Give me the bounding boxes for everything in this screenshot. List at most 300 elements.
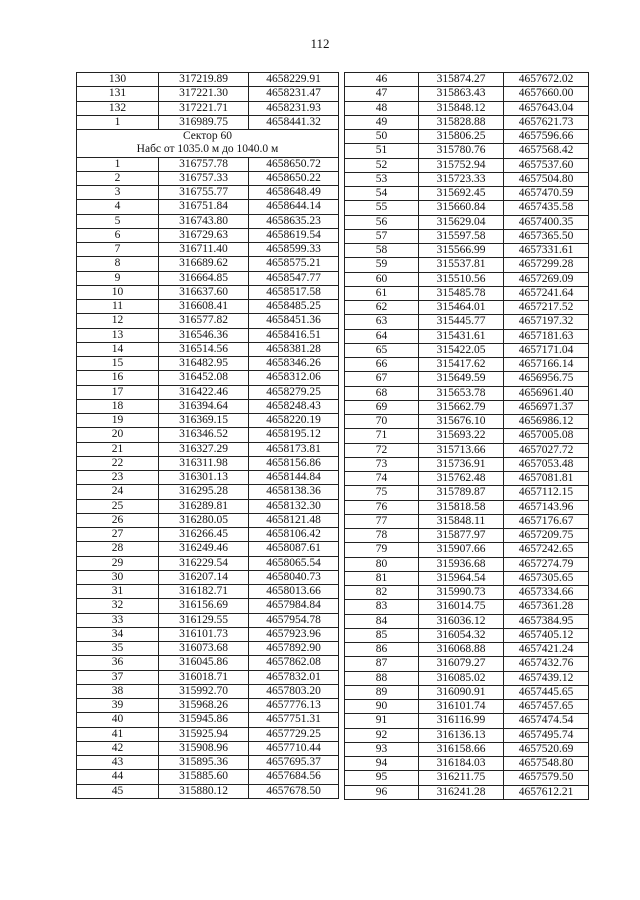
table-row: [345, 272, 589, 286]
coord-y: 4657421.24: [504, 643, 589, 657]
point-number: 21: [77, 442, 159, 456]
point-number: 56: [345, 215, 419, 229]
coord-y: 4657495.74: [504, 728, 589, 742]
coord-x: 316422.46: [159, 385, 249, 399]
table-row: [77, 485, 339, 499]
point-number: 77: [345, 514, 419, 528]
coord-x: 316184.03: [419, 757, 504, 771]
coord-x: 316073.68: [159, 642, 249, 656]
coord-x: 315649.59: [419, 372, 504, 386]
table-row: [345, 286, 589, 300]
point-number: 62: [345, 301, 419, 315]
point-number: 67: [345, 372, 419, 386]
table-row: [345, 714, 589, 728]
coord-y: 4657537.60: [504, 158, 589, 172]
table-row: [345, 372, 589, 386]
table-row: [77, 73, 339, 87]
coord-x: 316729.63: [159, 228, 249, 242]
point-number: 68: [345, 386, 419, 400]
point-number: 20: [77, 428, 159, 442]
coord-y: 4657112.15: [504, 486, 589, 500]
coordinates-table-right: [344, 72, 589, 800]
coord-x: 315693.22: [419, 429, 504, 443]
table-row: [77, 556, 339, 570]
table-row: [77, 357, 339, 371]
point-number: 22: [77, 456, 159, 470]
point-number: 7: [77, 243, 159, 257]
point-number: 89: [345, 685, 419, 699]
point-number: 55: [345, 201, 419, 215]
point-number: 15: [77, 357, 159, 371]
coord-y: 4658138.36: [249, 485, 339, 499]
coord-y: 4657803.20: [249, 684, 339, 698]
table-row: [345, 201, 589, 215]
table-row: [77, 243, 339, 257]
coord-y: 4658279.25: [249, 385, 339, 399]
coord-y: 4657643.04: [504, 101, 589, 115]
coord-y: 4657166.14: [504, 358, 589, 372]
table-row: [77, 399, 339, 413]
coord-x: 316311.98: [159, 456, 249, 470]
coord-y: 4657520.69: [504, 742, 589, 756]
coord-y: 4657181.63: [504, 329, 589, 343]
table-row: [77, 627, 339, 641]
point-number: 92: [345, 728, 419, 742]
coord-x: 316116.99: [419, 714, 504, 728]
coord-y: 4657005.08: [504, 429, 589, 443]
coord-y: 4657400.35: [504, 215, 589, 229]
point-number: 1: [77, 157, 159, 171]
coord-y: 4657217.52: [504, 301, 589, 315]
table-row: [77, 101, 339, 115]
coord-x: 315806.25: [419, 130, 504, 144]
coord-y: 4657274.79: [504, 557, 589, 571]
coord-x: 315692.45: [419, 187, 504, 201]
coord-y: 4658441.32: [249, 115, 339, 129]
coord-y: 4657695.37: [249, 756, 339, 770]
coord-y: 4657143.96: [504, 500, 589, 514]
coord-y: 4657439.12: [504, 671, 589, 685]
table-row: [77, 528, 339, 542]
table-row: [345, 586, 589, 600]
point-number: 53: [345, 172, 419, 186]
coord-y: 4657445.65: [504, 685, 589, 699]
point-number: 14: [77, 342, 159, 356]
point-number: 64: [345, 329, 419, 343]
point-number: 93: [345, 742, 419, 756]
coord-x: 315877.97: [419, 529, 504, 543]
table-row: [77, 684, 339, 698]
table-row: [345, 101, 589, 115]
coord-y: 4657331.61: [504, 244, 589, 258]
coord-x: 316129.55: [159, 613, 249, 627]
coord-y: 4657241.64: [504, 286, 589, 300]
point-number: 60: [345, 272, 419, 286]
coord-x: 316036.12: [419, 614, 504, 628]
point-number: 25: [77, 499, 159, 513]
point-number: 46: [345, 73, 419, 87]
coord-x: 316289.81: [159, 499, 249, 513]
coord-x: 316207.14: [159, 570, 249, 584]
point-number: 2: [77, 171, 159, 185]
point-number: 88: [345, 671, 419, 685]
coord-y: 4656986.12: [504, 415, 589, 429]
table-row: [77, 499, 339, 513]
coord-x: 316757.78: [159, 157, 249, 171]
coord-x: 315907.66: [419, 543, 504, 557]
coord-y: 4657405.12: [504, 628, 589, 642]
coord-x: 316156.69: [159, 599, 249, 613]
coord-x: 317219.89: [159, 73, 249, 87]
table-row: [345, 514, 589, 528]
table-row: [77, 642, 339, 656]
coord-x: 315992.70: [159, 684, 249, 698]
point-number: 50: [345, 130, 419, 144]
coord-x: 315848.12: [419, 101, 504, 115]
point-number: 30: [77, 570, 159, 584]
table-row: [77, 186, 339, 200]
coord-x: 316327.29: [159, 442, 249, 456]
coord-x: 316989.75: [159, 115, 249, 129]
coord-y: 4658381.28: [249, 342, 339, 356]
point-number: 91: [345, 714, 419, 728]
table-row: [345, 571, 589, 585]
coord-x: 315445.77: [419, 315, 504, 329]
coord-y: 4658220.19: [249, 414, 339, 428]
coord-x: 315863.43: [419, 87, 504, 101]
table-row: [345, 443, 589, 457]
table-row: [345, 386, 589, 400]
point-number: 63: [345, 315, 419, 329]
table-row: [345, 187, 589, 201]
coord-y: 4656956.75: [504, 372, 589, 386]
point-number: 42: [77, 741, 159, 755]
point-number: 1: [77, 115, 159, 129]
coord-x: 315895.36: [159, 756, 249, 770]
table-row: [345, 557, 589, 571]
point-number: 79: [345, 543, 419, 557]
coord-y: 4657432.76: [504, 657, 589, 671]
coord-x: 316577.82: [159, 314, 249, 328]
point-number: 78: [345, 529, 419, 543]
point-number: 65: [345, 343, 419, 357]
coord-y: 4657621.73: [504, 115, 589, 129]
point-number: 38: [77, 684, 159, 698]
point-number: 36: [77, 656, 159, 670]
coord-y: 4657672.02: [504, 73, 589, 87]
table-row: [345, 130, 589, 144]
coord-x: 315713.66: [419, 443, 504, 457]
coord-x: 316280.05: [159, 513, 249, 527]
point-number: 75: [345, 486, 419, 500]
coord-x: 315828.88: [419, 115, 504, 129]
coord-x: 316101.74: [419, 700, 504, 714]
coord-y: 4658229.91: [249, 73, 339, 87]
coord-y: 4658648.49: [249, 186, 339, 200]
coord-y: 4657579.50: [504, 771, 589, 785]
coord-x: 315789.87: [419, 486, 504, 500]
table-row: [77, 300, 339, 314]
table-row: [77, 200, 339, 214]
coord-y: 4657832.01: [249, 670, 339, 684]
point-number: 33: [77, 613, 159, 627]
table-row: [77, 214, 339, 228]
coord-x: 316241.28: [419, 785, 504, 799]
table-row: [77, 756, 339, 770]
point-number: 4: [77, 200, 159, 214]
coordinates-table-right-body: [345, 73, 589, 800]
coord-x: 316158.66: [419, 742, 504, 756]
point-number: 59: [345, 258, 419, 272]
point-number: 16: [77, 371, 159, 385]
point-number: 17: [77, 385, 159, 399]
coord-x: 315885.60: [159, 770, 249, 784]
coord-x: 315629.04: [419, 215, 504, 229]
table-row: [345, 500, 589, 514]
coord-x: 315431.61: [419, 329, 504, 343]
table-row: [77, 741, 339, 755]
point-number: 8: [77, 257, 159, 271]
table-row: [345, 685, 589, 699]
table-row: [345, 657, 589, 671]
table-row: [345, 172, 589, 186]
point-number: 70: [345, 415, 419, 429]
coord-y: 4658195.12: [249, 428, 339, 442]
coord-y: 4658599.33: [249, 243, 339, 257]
table-row: [345, 400, 589, 414]
coord-y: 4657269.09: [504, 272, 589, 286]
coord-x: 316045.86: [159, 656, 249, 670]
point-number: 47: [345, 87, 419, 101]
coord-x: 316301.13: [159, 471, 249, 485]
coord-x: 315925.94: [159, 727, 249, 741]
coord-x: 315676.10: [419, 415, 504, 429]
table-row: [77, 699, 339, 713]
coord-y: 4657242.65: [504, 543, 589, 557]
table-row: [345, 115, 589, 129]
point-number: 73: [345, 457, 419, 471]
point-number: 31: [77, 585, 159, 599]
point-number: 51: [345, 144, 419, 158]
coord-y: 4658451.36: [249, 314, 339, 328]
point-number: 27: [77, 528, 159, 542]
table-row: [77, 456, 339, 470]
point-number: 12: [77, 314, 159, 328]
table-row: [345, 600, 589, 614]
coord-x: 316711.40: [159, 243, 249, 257]
coord-y: 4658248.43: [249, 399, 339, 413]
point-number: 58: [345, 244, 419, 258]
coord-y: 4658065.54: [249, 556, 339, 570]
point-number: 10: [77, 285, 159, 299]
table-row: [77, 115, 339, 129]
coord-y: 4657171.04: [504, 343, 589, 357]
coord-x: 315990.73: [419, 586, 504, 600]
table-row: [345, 757, 589, 771]
point-number: 18: [77, 399, 159, 413]
coord-x: 315848.11: [419, 514, 504, 528]
table-row: [345, 315, 589, 329]
point-number: 3: [77, 186, 159, 200]
coord-x: 316452.08: [159, 371, 249, 385]
coord-x: 316266.45: [159, 528, 249, 542]
table-row: [345, 429, 589, 443]
coord-x: 315417.62: [419, 358, 504, 372]
coord-y: 4658650.22: [249, 171, 339, 185]
point-number: 40: [77, 713, 159, 727]
coord-y: 4657729.25: [249, 727, 339, 741]
table-row: [77, 442, 339, 456]
table-row: [345, 628, 589, 642]
coord-y: 4657053.48: [504, 457, 589, 471]
table-row: [345, 771, 589, 785]
table-row: [345, 671, 589, 685]
table-row: [77, 428, 339, 442]
page-number: 112: [310, 36, 330, 51]
coord-x: 316664.85: [159, 271, 249, 285]
coord-x: 316018.71: [159, 670, 249, 684]
point-number: 5: [77, 214, 159, 228]
table-row: [345, 301, 589, 315]
table-row: [345, 158, 589, 172]
coord-y: 4657027.72: [504, 443, 589, 457]
coord-x: 315945.86: [159, 713, 249, 727]
table-row: [77, 599, 339, 613]
coord-x: 316514.56: [159, 342, 249, 356]
point-number: 19: [77, 414, 159, 428]
point-number: 39: [77, 699, 159, 713]
table-row: [77, 727, 339, 741]
coord-x: 316751.84: [159, 200, 249, 214]
coord-x: 315597.58: [419, 229, 504, 243]
point-number: 76: [345, 500, 419, 514]
table-row: [345, 258, 589, 272]
coord-x: 315660.84: [419, 201, 504, 215]
sector-title: Сектор 60: [77, 130, 339, 144]
coord-y: 4658040.73: [249, 570, 339, 584]
table-row: [77, 285, 339, 299]
coord-x: 316482.95: [159, 357, 249, 371]
coord-y: 4657299.28: [504, 258, 589, 272]
coord-y: 4658485.25: [249, 300, 339, 314]
coord-x: 315874.27: [419, 73, 504, 87]
table-row: [77, 228, 339, 242]
coord-x: 315908.96: [159, 741, 249, 755]
point-number: 32: [77, 599, 159, 613]
point-number: 87: [345, 657, 419, 671]
table-row: [345, 643, 589, 657]
point-number: 52: [345, 158, 419, 172]
point-number: 84: [345, 614, 419, 628]
table-row: [345, 529, 589, 543]
coord-x: 315485.78: [419, 286, 504, 300]
coord-x: 316068.88: [419, 643, 504, 657]
table-row: [77, 257, 339, 271]
point-number: 83: [345, 600, 419, 614]
point-number: 26: [77, 513, 159, 527]
coord-x: 315510.56: [419, 272, 504, 286]
coord-x: 316608.41: [159, 300, 249, 314]
coord-y: 4658416.51: [249, 328, 339, 342]
table-row: [345, 785, 589, 799]
point-number: 37: [77, 670, 159, 684]
coord-x: 316546.36: [159, 328, 249, 342]
table-row: [77, 342, 339, 356]
point-number: 95: [345, 771, 419, 785]
coord-y: 4658156.86: [249, 456, 339, 470]
coord-y: 4657504.80: [504, 172, 589, 186]
table-row: [77, 613, 339, 627]
table-row: [345, 329, 589, 343]
point-number: 54: [345, 187, 419, 201]
coord-x: 316079.27: [419, 657, 504, 671]
coord-y: 4657684.56: [249, 770, 339, 784]
coord-x: 316249.46: [159, 542, 249, 556]
point-number: 74: [345, 472, 419, 486]
coord-y: 4657678.50: [249, 784, 339, 798]
coord-y: 4657176.67: [504, 514, 589, 528]
table-row: [77, 171, 339, 185]
coord-y: 4658650.72: [249, 157, 339, 171]
coord-y: 4658087.61: [249, 542, 339, 556]
coord-y: 4657984.84: [249, 599, 339, 613]
coord-y: 4657474.54: [504, 714, 589, 728]
coord-x: 315736.91: [419, 457, 504, 471]
table-row: [345, 87, 589, 101]
point-number: 43: [77, 756, 159, 770]
coord-x: 316346.52: [159, 428, 249, 442]
coord-y: 4657305.65: [504, 571, 589, 585]
coord-y: 4656971.37: [504, 400, 589, 414]
coord-x: 316090.91: [419, 685, 504, 699]
coord-y: 4657365.50: [504, 229, 589, 243]
table-row: [345, 358, 589, 372]
coord-y: 4658619.54: [249, 228, 339, 242]
table-row: [345, 343, 589, 357]
point-number: 130: [77, 73, 159, 87]
point-number: 41: [77, 727, 159, 741]
coord-x: 315968.26: [159, 699, 249, 713]
coord-y: 4657197.32: [504, 315, 589, 329]
table-row: [77, 471, 339, 485]
coord-y: 4657334.66: [504, 586, 589, 600]
table-row: [77, 656, 339, 670]
coord-y: 4658575.21: [249, 257, 339, 271]
point-number: 49: [345, 115, 419, 129]
table-row: [77, 542, 339, 556]
coord-y: 4657470.59: [504, 187, 589, 201]
coord-x: 315464.01: [419, 301, 504, 315]
sector-subtitle-row: [77, 143, 339, 157]
coord-x: 315422.05: [419, 343, 504, 357]
coord-y: 4657923.96: [249, 627, 339, 641]
table-row: [345, 472, 589, 486]
point-number: 69: [345, 400, 419, 414]
table-row: [77, 314, 339, 328]
table-row: [77, 713, 339, 727]
table-row: [345, 543, 589, 557]
table-row: [345, 244, 589, 258]
coord-x: 317221.71: [159, 101, 249, 115]
table-row: [77, 570, 339, 584]
coord-y: 4657081.81: [504, 472, 589, 486]
coord-y: 4658173.81: [249, 442, 339, 456]
coord-y: 4658635.23: [249, 214, 339, 228]
coord-y: 4657954.78: [249, 613, 339, 627]
coord-y: 4657361.28: [504, 600, 589, 614]
point-number: 72: [345, 443, 419, 457]
coord-y: 4658144.84: [249, 471, 339, 485]
